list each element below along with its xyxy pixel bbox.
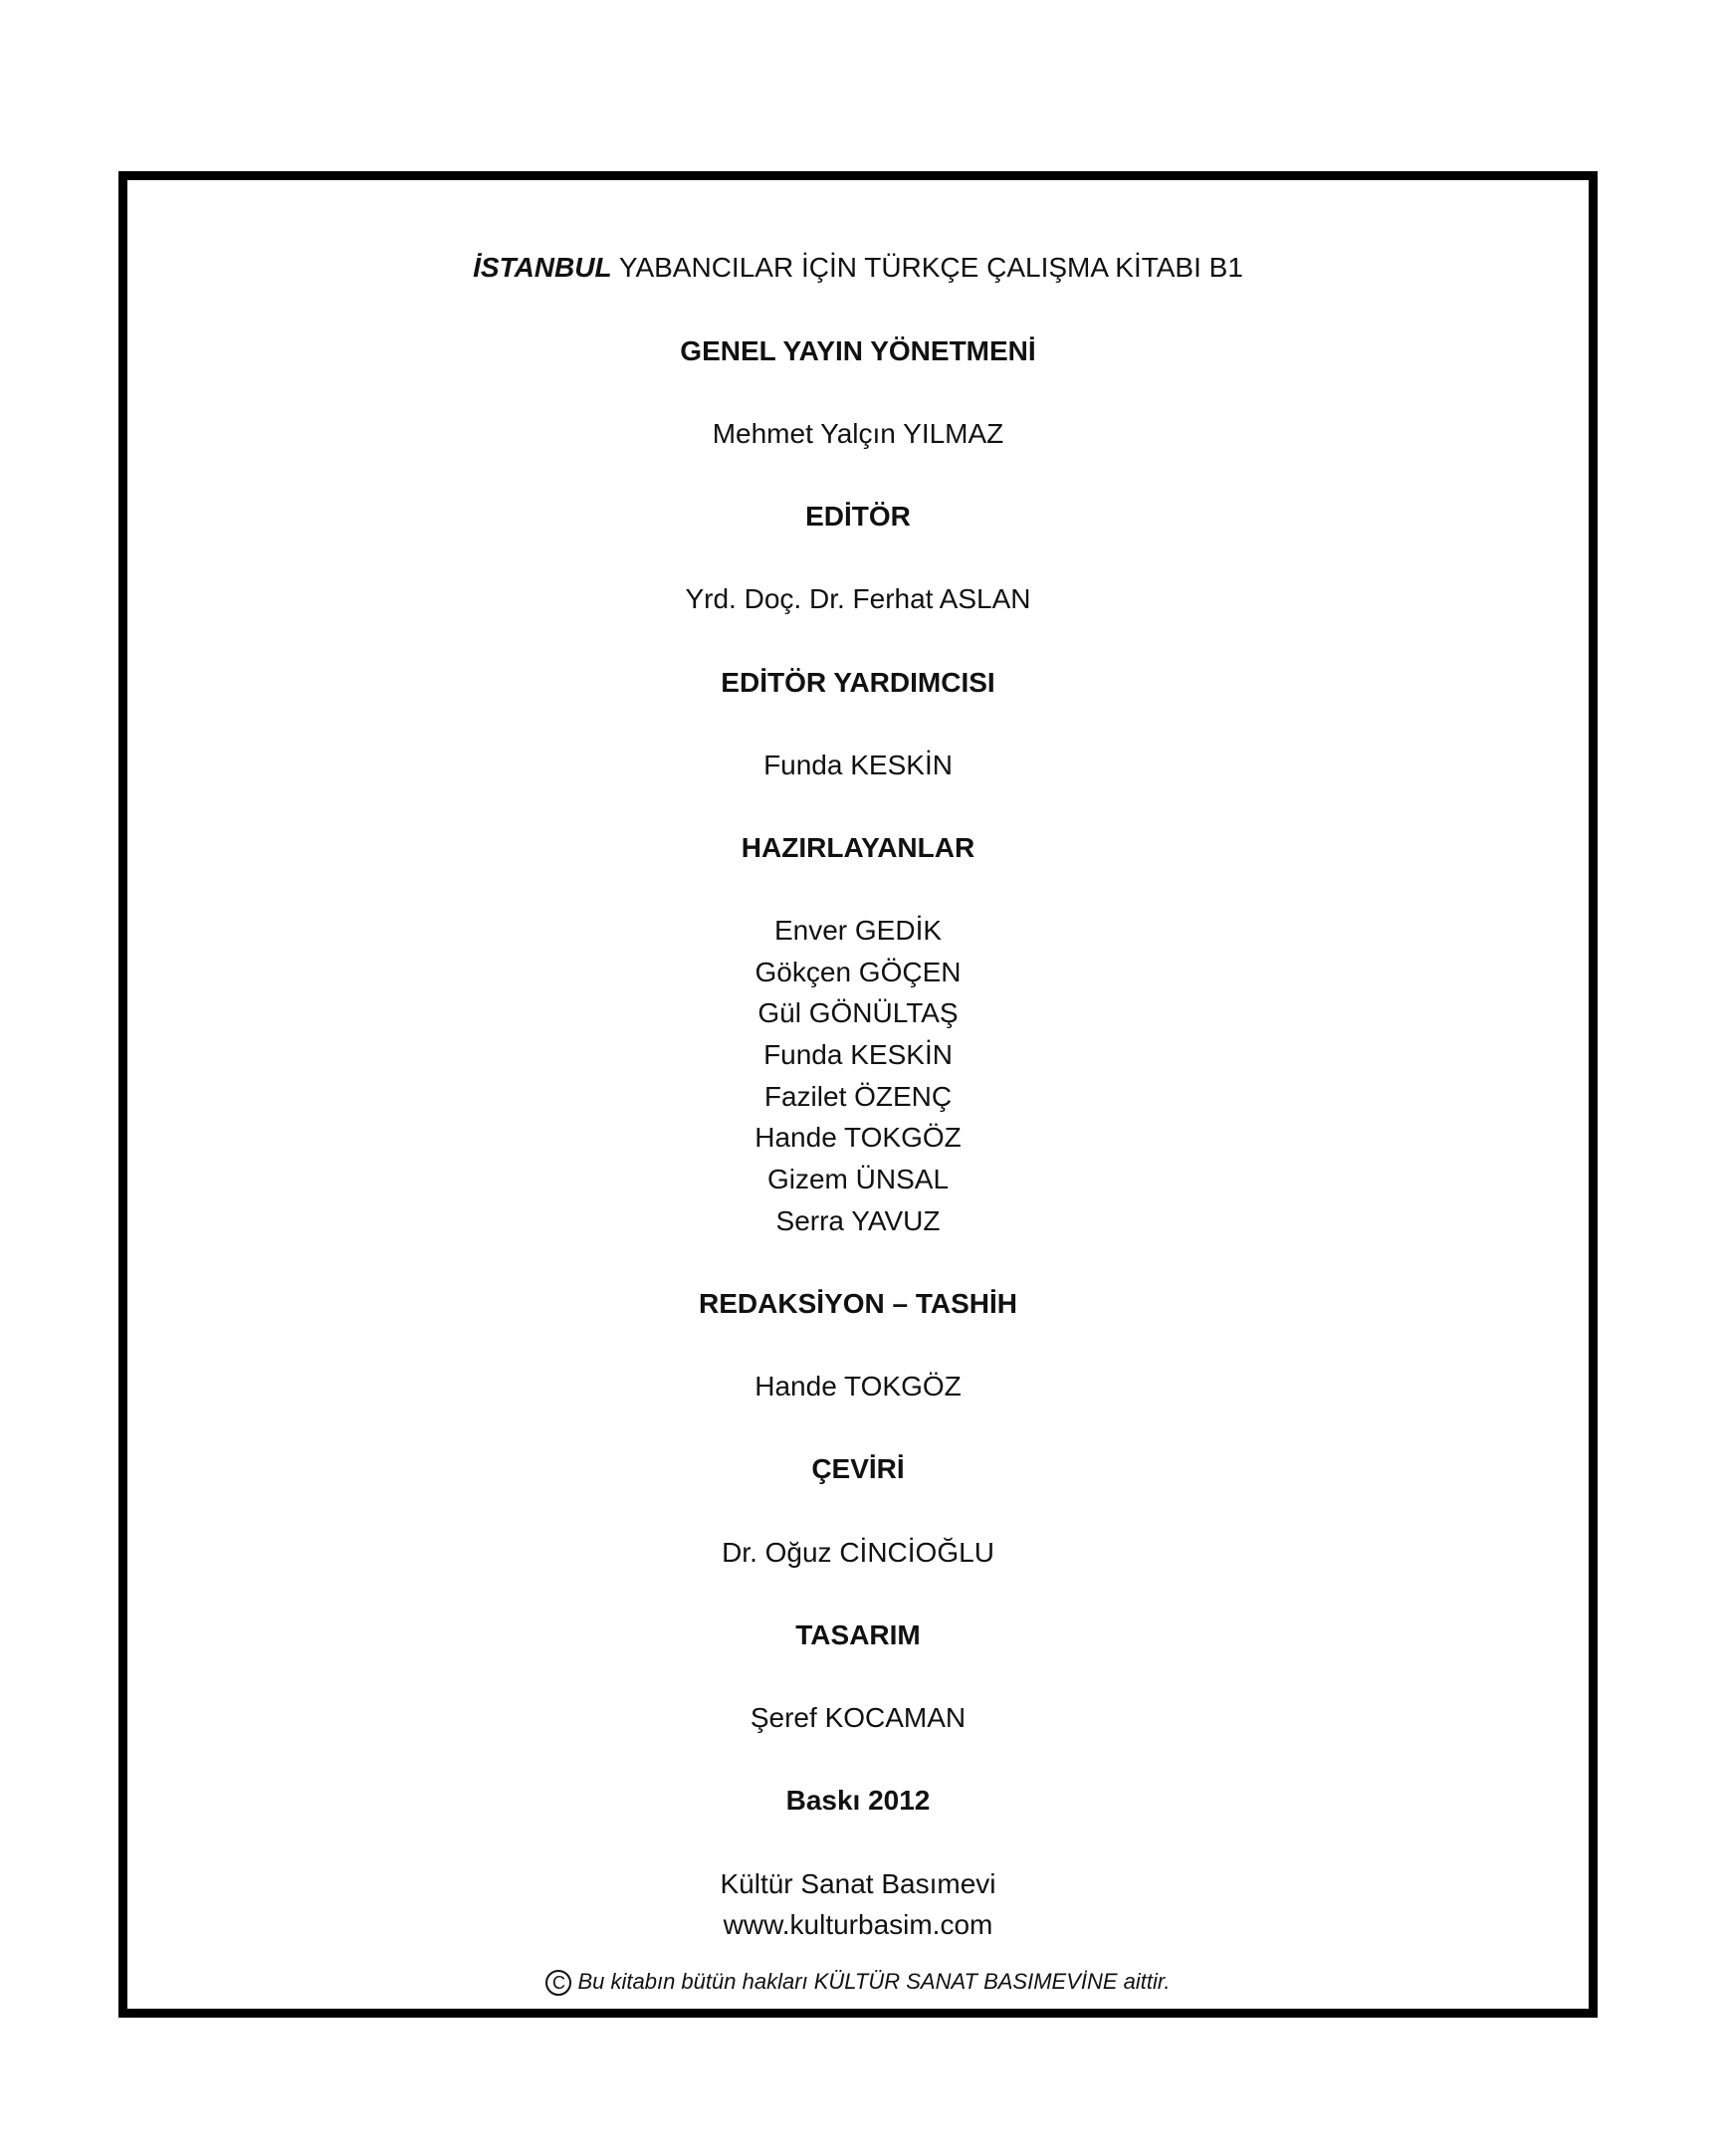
preparer-name: Fazilet ÖZENÇ bbox=[763, 1081, 953, 1112]
general-director-name: Mehmet Yalçın YILMAZ bbox=[712, 418, 1004, 449]
design-name: Şeref KOCAMAN bbox=[750, 1702, 967, 1733]
preparer-name: Hande TOKGÖZ bbox=[755, 1122, 962, 1153]
assistant-editor-heading: EDİTÖR YARDIMCISI bbox=[721, 667, 995, 698]
page-border bbox=[118, 171, 1598, 2018]
proofreading-heading: REDAKSİYON – TASHİH bbox=[699, 1288, 1017, 1319]
translation-name: Dr. Oğuz CİNCİOĞLU bbox=[722, 1537, 994, 1568]
edition: Baskı 2012 bbox=[785, 1785, 931, 1816]
assistant-editor-name: Funda KESKİN bbox=[763, 750, 953, 780]
preparer-name: Funda KESKİN bbox=[763, 1039, 953, 1070]
book-title-rest: YABANCILAR İÇİN TÜRKÇE ÇALIŞMA KİTABI B1 bbox=[618, 252, 1243, 283]
book-title bbox=[127, 251, 1589, 285]
preparers-heading: HAZIRLAYANLAR bbox=[741, 832, 975, 863]
publisher-name: Kültür Sanat Basımevi bbox=[720, 1868, 996, 1899]
preparer-name: Gizem ÜNSAL bbox=[766, 1164, 950, 1194]
publisher-website: www.kulturbasim.com bbox=[723, 1909, 993, 1940]
preparer-name: Serra YAVUZ bbox=[775, 1205, 941, 1236]
editor-heading: EDİTÖR bbox=[805, 501, 911, 532]
preparer-name: Enver GEDİK bbox=[773, 915, 943, 946]
copyright-notice bbox=[127, 1965, 1589, 1999]
copyright-text: Bu kitabın bütün hakları KÜLTÜR SANAT BASIMEVİNE aittir. bbox=[577, 1969, 1171, 1994]
copyright-icon: C bbox=[545, 1970, 571, 1996]
editor-name: Yrd. Doç. Dr. Ferhat ASLAN bbox=[685, 583, 1031, 614]
translation-heading: ÇEVİRİ bbox=[811, 1453, 905, 1484]
general-director-heading: GENEL YAYIN YÖNETMENİ bbox=[680, 335, 1036, 366]
preparer-name: Gül GÖNÜLTAŞ bbox=[757, 997, 959, 1028]
book-title-emphasis: İSTANBUL bbox=[473, 252, 612, 283]
proofreading-name: Hande TOKGÖZ bbox=[755, 1371, 962, 1401]
preparer-name: Gökçen GÖÇEN bbox=[755, 957, 962, 987]
design-heading: TASARIM bbox=[795, 1619, 921, 1650]
